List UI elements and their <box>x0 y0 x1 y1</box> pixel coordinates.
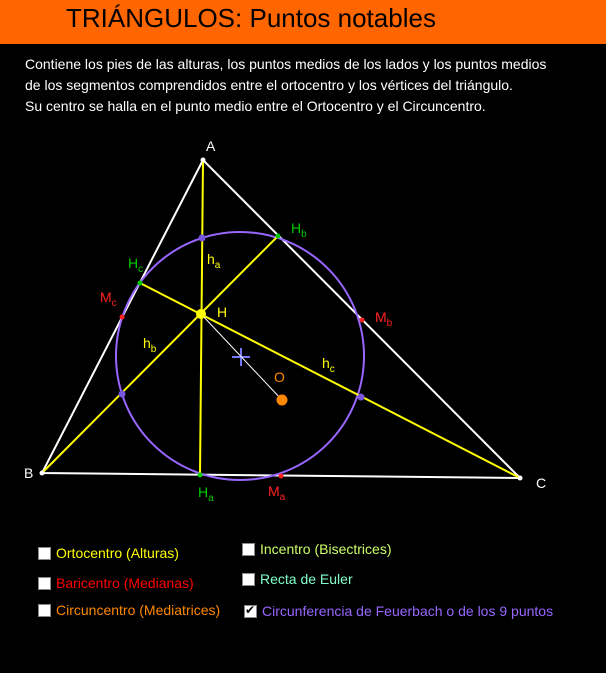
midpoint-hc <box>358 394 365 401</box>
option-ortocentro[interactable] <box>38 545 179 561</box>
foot-hc <box>138 281 143 286</box>
midpoint-ha <box>199 235 206 242</box>
incentro-label: Incentro (Bisectrices) <box>260 541 392 557</box>
ortocentro-checkbox[interactable] <box>38 547 51 560</box>
midpoint-ma <box>279 474 284 479</box>
baricentro-checkbox[interactable] <box>38 577 51 590</box>
recta-euler-label: Recta de Euler <box>260 571 353 587</box>
foot-ha <box>198 473 203 478</box>
midpoint-mc <box>120 315 125 320</box>
label-foot-hc: $H_c$ <box>128 255 144 275</box>
circuncentro-label: Circuncentro (Mediatrices) <box>56 602 221 618</box>
label-foot-ha: $H_a$ <box>198 484 214 504</box>
vertex-b <box>40 471 45 476</box>
feuerbach-checkbox[interactable] <box>244 605 257 618</box>
option-feuerbach[interactable] <box>244 603 553 619</box>
label-a: A <box>206 138 216 154</box>
label-mb: $M_b$ <box>375 309 393 329</box>
option-baricentro[interactable] <box>38 575 194 591</box>
midpoint-hb <box>119 391 126 398</box>
feuerbach-label: Circunferencia de Feuerbach o de los 9 puntos <box>262 603 554 619</box>
label-ma: $M_a$ <box>268 483 286 503</box>
label-ha-line: $h_a$ <box>207 251 221 271</box>
label-mc: $M_c$ <box>100 289 117 309</box>
circuncentro-checkbox[interactable] <box>38 604 51 617</box>
foot-hb <box>276 234 281 239</box>
page-title: TRIÁNGULOS: Puntos notables <box>66 3 436 33</box>
vertex-c <box>518 476 523 481</box>
label-hb-line: $h_b$ <box>143 335 157 355</box>
label-b: B <box>24 465 34 481</box>
option-incentro[interactable] <box>242 541 391 557</box>
incentro-checkbox[interactable] <box>242 543 255 556</box>
label-h: H <box>217 304 228 320</box>
option-circuncentro[interactable] <box>38 602 220 618</box>
label-foot-hb: $H_b$ <box>291 220 307 240</box>
description-line-3: Su centro se halla en el punto medio entre el Ortocentro y el Circuncentro. <box>25 98 486 114</box>
description-line-1: Contiene los pies de las alturas, los puntos medios de los lados y los puntos medios <box>25 56 547 72</box>
euler-segment <box>201 314 282 400</box>
recta-euler-checkbox[interactable] <box>242 573 255 586</box>
midpoint-mb <box>360 318 365 323</box>
baricentro-label: Baricentro (Medianas) <box>56 575 194 591</box>
label-o: O <box>274 369 285 385</box>
orthocenter-point[interactable] <box>196 309 206 319</box>
vertex-a <box>201 158 206 163</box>
label-c: C <box>536 475 547 491</box>
option-recta-euler[interactable] <box>242 571 353 587</box>
altitude-b <box>42 236 278 473</box>
description-line-2: de los segmentos comprendidos entre el ortocentro y los vértices del triángulo. <box>25 77 513 93</box>
label-hc-line: $h_c$ <box>322 355 335 375</box>
ortocentro-label: Ortocentro (Alturas) <box>56 545 179 561</box>
triangle-abc <box>42 160 520 478</box>
circumcenter-point[interactable] <box>277 395 288 406</box>
